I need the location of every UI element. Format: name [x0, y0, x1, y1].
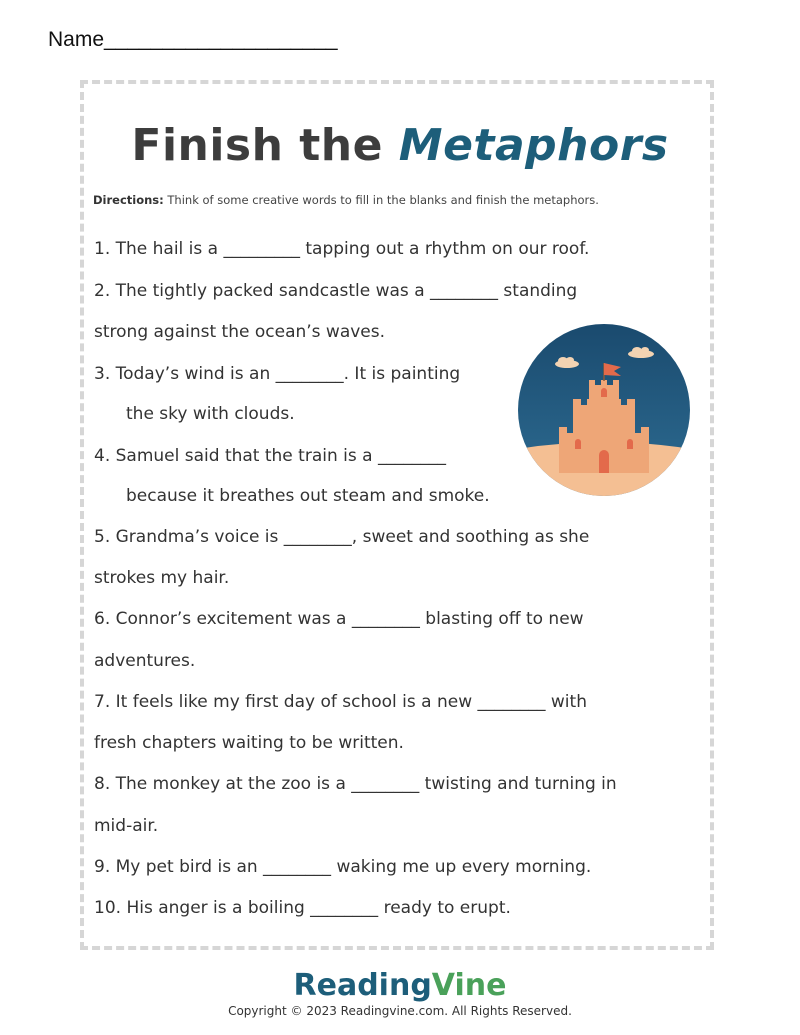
sandcastle-icon — [517, 323, 691, 497]
worksheet-title — [0, 120, 800, 171]
worksheet-border — [80, 80, 714, 950]
logo-vine: Vine — [431, 968, 507, 1003]
metaphor-line-7b: fresh chapters waiting to be written. — [94, 733, 404, 753]
metaphor-line-2a: 2. The tightly packed sandcastle was a ________ standing — [94, 281, 578, 301]
metaphor-line-3b: the sky with clouds. — [126, 404, 295, 424]
directions — [93, 193, 713, 207]
metaphor-line-6a: 6. Connor’s excitement was a ________ blasting off to new — [94, 609, 584, 629]
metaphor-line-5b: strokes my hair. — [94, 568, 230, 588]
logo-reading: Reading — [293, 968, 432, 1003]
metaphor-line-10: 10. His anger is a boiling ________ ready to erupt. — [94, 898, 511, 918]
metaphor-line-8a: 8. The monkey at the zoo is a ________ twisting and turning in — [94, 774, 617, 794]
metaphor-line-4a: 4. Samuel said that the train is a ________ — [94, 446, 446, 466]
directions-text: Think of some creative words to fill in the blanks and finish the metaphors. — [163, 193, 599, 207]
metaphor-line-5a: 5. Grandma’s voice is ________, sweet and soothing as she — [94, 527, 590, 547]
directions-label: Directions: — [93, 193, 164, 207]
readingvine-logo — [0, 968, 800, 1003]
metaphor-line-2b: strong against the ocean’s waves. — [94, 322, 386, 342]
metaphor-line-4b: because it breathes out steam and smoke. — [126, 486, 490, 506]
title-part-2: Metaphors — [398, 120, 669, 171]
metaphor-line-7a: 7. It feels like my first day of school is a new ________ with — [94, 692, 587, 712]
copyright-notice: Copyright © 2023 Readingvine.com. All Rights Reserved. — [228, 1004, 572, 1018]
metaphor-line-1: 1. The hail is a _________ tapping out a rhythm on our roof. — [94, 239, 590, 259]
metaphor-line-9: 9. My pet bird is an ________ waking me up every morning. — [94, 857, 592, 877]
name-field-label: Name____________________ — [48, 28, 338, 51]
metaphor-line-6b: adventures. — [94, 651, 196, 671]
metaphor-line-3a: 3. Today’s wind is an ________. It is painting — [94, 364, 461, 384]
title-part-1: Finish the — [131, 120, 399, 171]
metaphor-line-8b: mid-air. — [94, 816, 159, 836]
